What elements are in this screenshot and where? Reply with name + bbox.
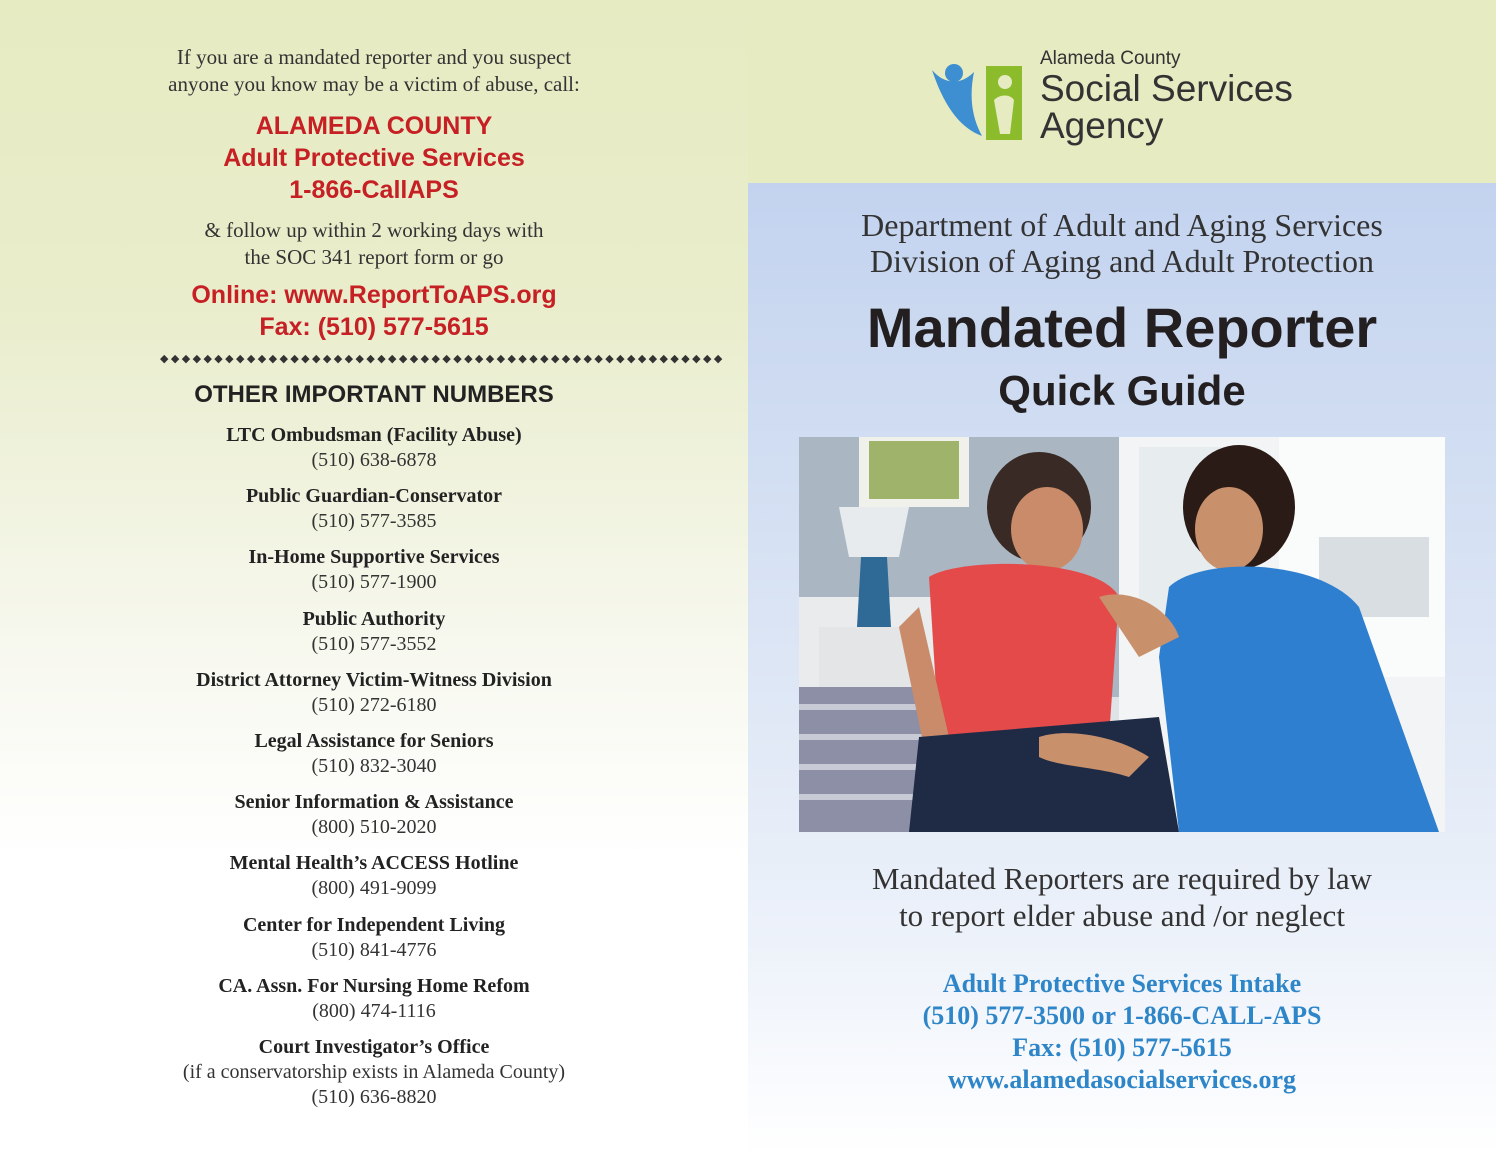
statement-line: to report elder abuse and /or neglect xyxy=(899,898,1345,933)
court-investigator-entry xyxy=(0,1035,748,1110)
intro-text xyxy=(0,44,748,98)
online-contact-block xyxy=(0,279,748,343)
entry-phone: (800) 474-1116 xyxy=(312,1000,436,1022)
number-entry xyxy=(0,851,748,901)
page-title: Mandated Reporter xyxy=(866,296,1378,359)
entry-phone: (510) 272-6180 xyxy=(311,694,437,716)
entry-name: Court Investigator’s Office xyxy=(258,1036,490,1058)
statement-line: Mandated Reporters are required by law xyxy=(871,861,1373,896)
intake-fax: Fax: (510) 577-5615 xyxy=(1012,1033,1232,1062)
number-entry xyxy=(0,607,748,657)
entry-note: (if a conservatorship exists in Alameda County) xyxy=(182,1061,566,1083)
intake-phone: (510) 577-3500 or 1-866-CALL-APS xyxy=(922,1001,1322,1030)
mandate-statement xyxy=(748,860,1496,934)
people-logo-icon xyxy=(930,62,1024,142)
agency-logo-text xyxy=(1040,48,1293,144)
entry-name: Public Authority xyxy=(302,608,446,630)
aps-phone: 1-866-CallAPS xyxy=(289,176,459,204)
intro-line: If you are a mandated reporter and you suspect xyxy=(176,45,572,69)
fax-number: Fax: (510) 577-5615 xyxy=(259,313,489,341)
entry-phone: (510) 832-3040 xyxy=(311,755,437,777)
entry-name: Center for Independent Living xyxy=(242,914,506,936)
caregiver-photo xyxy=(799,437,1445,832)
intro-line: anyone you know may be a victim of abuse, call: xyxy=(168,72,580,96)
diamond-divider: ◆◆◆◆◆◆◆◆◆◆◆◆◆◆◆◆◆◆◆◆◆◆◆◆◆◆◆◆◆◆◆◆◆◆◆◆◆◆◆◆◆◆◆◆◆◆◆◆◆◆◆◆ xyxy=(160,353,725,365)
entry-phone: (510) 636-8820 xyxy=(311,1086,437,1108)
intake-website-link[interactable]: www.alamedasocialservices.org xyxy=(947,1065,1297,1094)
entry-name: District Attorney Victim-Witness Division xyxy=(196,669,552,691)
entry-name: Mental Health’s ACCESS Hotline xyxy=(229,852,519,874)
other-numbers-heading: OTHER IMPORTANT NUMBERS xyxy=(194,381,554,408)
aps-contact-block xyxy=(0,110,748,206)
number-entry xyxy=(0,790,748,840)
follow-up-line: & follow up within 2 working days with xyxy=(204,218,544,242)
logo-name-line: Social Services xyxy=(1040,68,1293,109)
intake-contact-block xyxy=(748,968,1496,1096)
number-entry xyxy=(0,423,748,473)
aps-county: ALAMEDA COUNTY xyxy=(255,112,493,140)
department-line: Division of Aging and Adult Protection xyxy=(870,243,1374,279)
number-entry xyxy=(0,484,748,534)
entry-phone: (510) 638-6878 xyxy=(311,449,437,471)
number-entry xyxy=(0,729,748,779)
follow-up-text xyxy=(0,217,748,271)
entry-name: Legal Assistance for Seniors xyxy=(254,730,494,752)
department-line: Department of Adult and Aging Services xyxy=(861,207,1383,243)
entry-phone: (510) 577-1900 xyxy=(311,571,437,593)
entry-name: LTC Ombudsman (Facility Abuse) xyxy=(226,424,522,446)
online-link[interactable]: Online: www.ReportToAPS.org xyxy=(191,281,557,309)
entry-phone: (800) 510-2020 xyxy=(311,816,437,838)
entry-name: In-Home Supportive Services xyxy=(248,546,500,568)
logo-county: Alameda County xyxy=(1040,48,1181,69)
number-entry xyxy=(0,974,748,1024)
number-entry xyxy=(0,668,748,718)
entry-phone: (510) 577-3552 xyxy=(311,633,437,655)
entry-name: Senior Information & Assistance xyxy=(234,791,514,813)
department-heading xyxy=(748,207,1496,279)
page-subtitle: Quick Guide xyxy=(998,367,1246,414)
number-entry xyxy=(0,545,748,595)
entry-phone: (510) 577-3585 xyxy=(311,510,437,532)
entry-name: CA. Assn. For Nursing Home Refom xyxy=(218,975,530,997)
aps-name: Adult Protective Services xyxy=(223,144,525,172)
entry-phone: (800) 491-9099 xyxy=(311,877,437,899)
intake-title: Adult Protective Services Intake xyxy=(942,969,1302,998)
follow-up-line: the SOC 341 report form or go xyxy=(244,245,504,269)
number-entry xyxy=(0,913,748,963)
entry-name: Public Guardian-Conservator xyxy=(245,485,503,507)
logo-name-line: Agency xyxy=(1040,105,1164,146)
entry-phone: (510) 841-4776 xyxy=(311,939,437,961)
